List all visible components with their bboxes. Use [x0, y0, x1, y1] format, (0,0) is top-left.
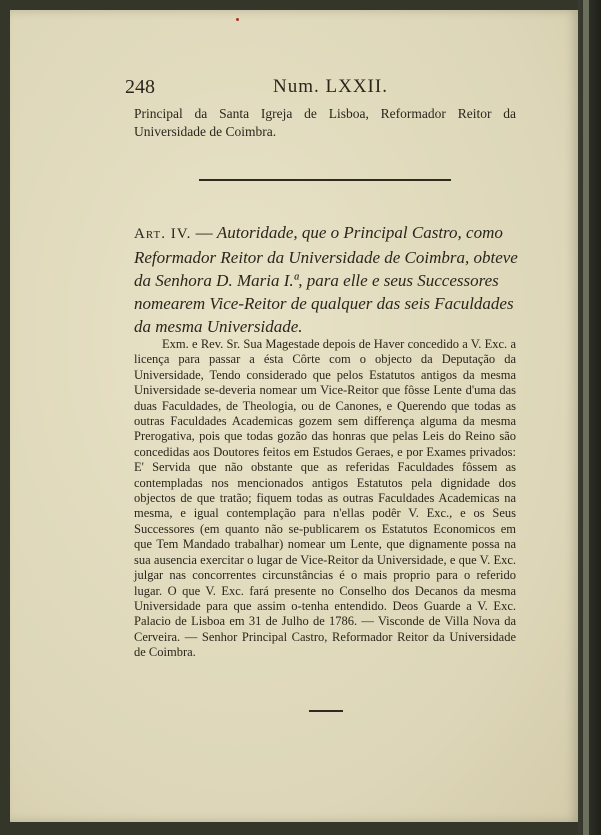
- page-number: 248: [125, 76, 155, 98]
- article-label: Art. IV.: [134, 226, 192, 242]
- book-gutter: [578, 0, 601, 835]
- end-rule: [309, 710, 343, 712]
- running-head: Num. LXXII.: [273, 76, 388, 97]
- article-body: Exm. e Rev. Sr. Sua Magestade depois de Haver concedido a V. Exc. a licença para passar a ésta Côrte com o objecto da Deputação da Universidade, Tendo considerado que pelos Estatutos antigos da mesma Universidade se-deveria nomear um Vice-Reitor que fôsse Lente d'uma das duas Faculdades, de Theologia, ou de Canones, e Querendo que todas as outras Faculdades Academicas gozem sem differença alguma da mesma Prerogativa, pois que todas gozão das honras que pelas Leis do Reino são concedidas aos Doutores feitos em Estudos Geraes, e por Exames privados: E' Servida que não obstante que as referidas Faculdades fôssem as contempladas nos mencionados antigos Estatutos pela dignidade dos objectos de que tratão; fiquem todas as outras Faculdades Academicas na mesma, e igual contemplação para n'ellas podêr V. Exc., e os Seus Successores (em quanto não se-publicarem os Estatutos Economicos em que Tem Mandado trabalhar) nomear um Lente, que dignamente possa na sua ausencia exercitar o lugar de Vice-Reitor da Universidade, e que V. Exc. julgar nas concorrentes circunstâncias é o mais proprio para o referido lugar. O que V. Exc. fará presente no Conselho dos Decanos da mesma Universidade para que assim o-tenha entendido. Deos Guarde a V. Exc. Palacio de Lisboa em 31 de Julho de 1786. — Visconde de Villa Nova da Cerveira. — Senhor Principal Castro, Reformador Reitor da Universidade de Coimbra.: [134, 337, 516, 660]
- article-heading: [134, 221, 518, 338]
- ink-mark: [236, 18, 239, 21]
- page-header: [125, 76, 525, 102]
- article-title: Autoridade, que o Principal Castro, como Reformador Reitor da Universidade de Coimbra, obteve da Senhora D. Maria I.ª, para elle e seus Successores nomearem Vice-Reitor de qualquer das seis Faculdades da mesma Universidade.: [134, 223, 518, 336]
- binding-strip: [583, 0, 589, 835]
- continuation-text: Principal da Santa Igreja de Lisboa, Reformador Reitor da Universidade de Coimbra.: [134, 106, 516, 139]
- article-dash: —: [191, 223, 217, 242]
- section-divider: [199, 179, 451, 181]
